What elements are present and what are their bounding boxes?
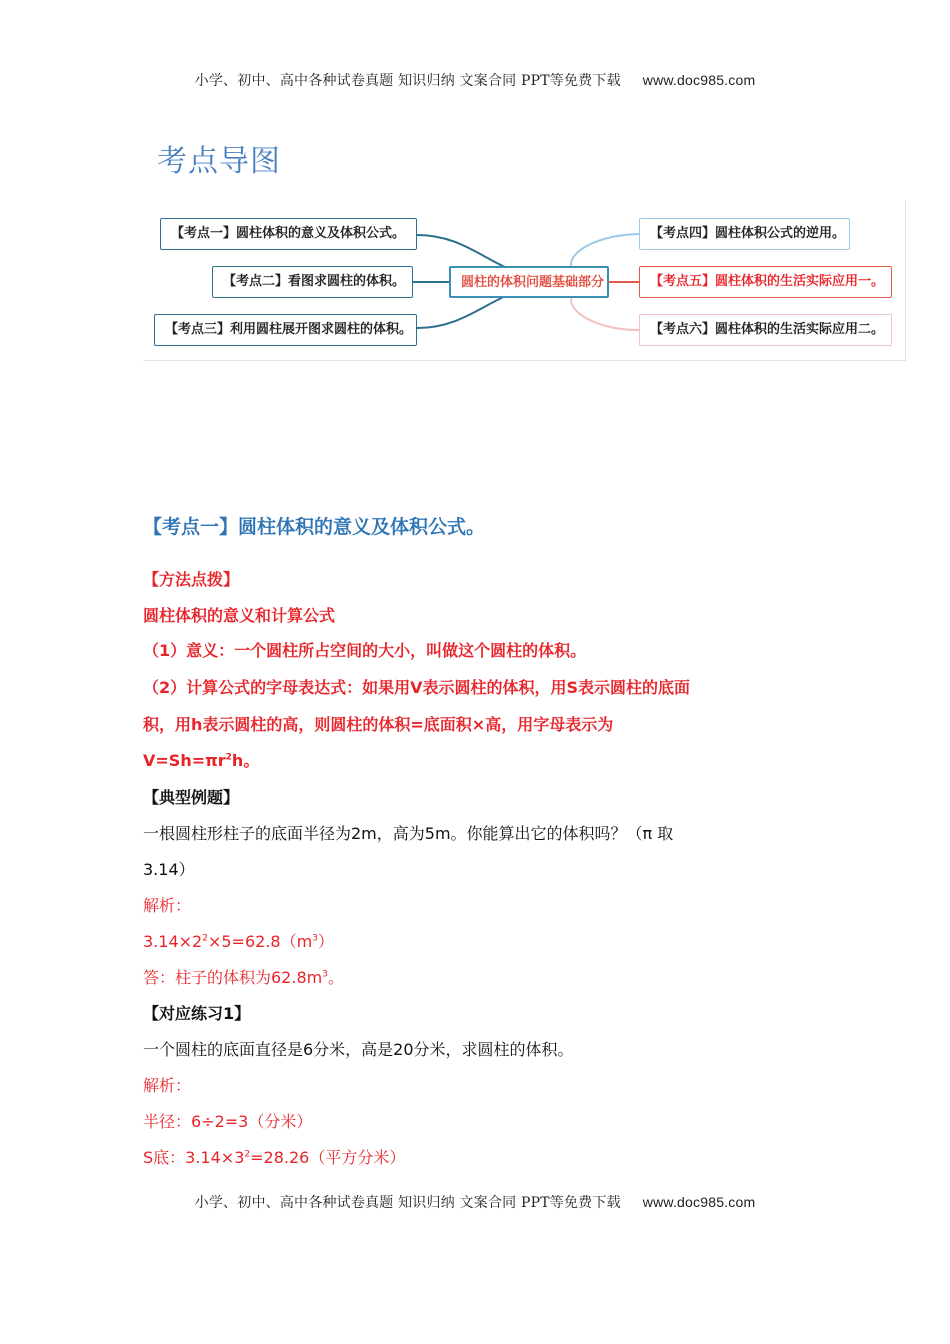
base-sup: 2: [244, 1149, 251, 1160]
calc-sup-1: 2: [202, 933, 208, 944]
example-question-2: 3.14）: [143, 860, 195, 879]
base-area-line: [143, 1145, 405, 1168]
page-footer: [0, 1192, 950, 1212]
mindmap-node-kaodian-3: 【考点三】利用圆柱展开图求圆柱的体积。: [154, 314, 417, 346]
base-b: =28.26（平方分米）: [250, 1148, 406, 1167]
method-title: 圆柱体积的意义和计算公式: [143, 606, 336, 625]
calc-sup-2: 3: [312, 933, 318, 944]
mindmap-node-kaodian-4: 【考点四】圆柱体积公式的逆用。: [639, 218, 850, 250]
mindmap-node-kaodian-2: 【考点二】看图求圆柱的体积。: [212, 266, 413, 298]
example-label: 【典型例题】: [143, 788, 240, 807]
method-label: 【方法点拨】: [143, 570, 240, 589]
calc-b: ×5=62.8（m: [207, 932, 313, 951]
base-a: S底：3.14×3: [143, 1148, 245, 1167]
calc-line: [143, 929, 334, 952]
header-url[interactable]: www.doc985.com: [642, 72, 756, 88]
section-heading: 【考点一】圆柱体积的意义及体积公式。: [143, 516, 486, 538]
mindmap-center-node: 圆柱的体积问题基础部分: [449, 266, 609, 298]
radius-line: 半径：6÷2=3（分米）: [143, 1112, 313, 1131]
mindmap: [143, 200, 906, 361]
footer-text: 小学、初中、高中各种试卷真题 知识归纳 文案合同 PPT等免费下载: [194, 1195, 621, 1211]
mindmap-title: 考点导图: [157, 144, 281, 179]
mindmap-node-kaodian-1: 【考点一】圆柱体积的意义及体积公式。: [160, 218, 417, 250]
answer-a: 答：柱子的体积为62.8m: [143, 968, 323, 987]
formula-sup: 2: [225, 752, 232, 763]
calc-c: ）: [317, 932, 334, 951]
mindmap-node-kaodian-5: 【考点五】圆柱体积的生活实际应用一。: [639, 266, 892, 298]
header-text: 小学、初中、高中各种试卷真题 知识归纳 文案合同 PPT等免费下载: [194, 73, 621, 89]
page-header: [0, 70, 950, 90]
calc-a: 3.14×2: [143, 932, 203, 951]
mindmap-node-kaodian-6: 【考点六】圆柱体积的生活实际应用二。: [639, 314, 892, 346]
formula-b: h。: [231, 751, 260, 770]
answer-b: 。: [327, 968, 344, 987]
answer-sup: 3: [322, 969, 328, 980]
practice-label: 【对应练习1】: [143, 1004, 251, 1023]
method-point-1: （1）意义：一个圆柱所占空间的大小，叫做这个圆柱的体积。: [143, 641, 587, 660]
formula-a: V=Sh=πr: [143, 751, 226, 770]
method-point-2a: （2）计算公式的字母表达式：如果用Ⅴ表示圆柱的体积，用S表示圆柱的底面: [143, 678, 691, 697]
analysis-label: 解析：: [143, 896, 192, 915]
method-point-2b: 积，用h表示圆柱的高，则圆柱的体积=底面积×高，用字母表示为: [143, 715, 614, 734]
example-question-1: 一根圆柱形柱子的底面半径为2m，高为5m。你能算出它的体积吗？（π 取: [143, 824, 674, 843]
analysis-label-2: 解析：: [143, 1076, 192, 1095]
answer-line: [143, 965, 344, 988]
footer-url[interactable]: www.doc985.com: [642, 1194, 756, 1210]
practice-question: 一个圆柱的底面直径是6分米，高是20分米，求圆柱的体积。: [143, 1040, 574, 1059]
formula-line: [143, 748, 259, 771]
